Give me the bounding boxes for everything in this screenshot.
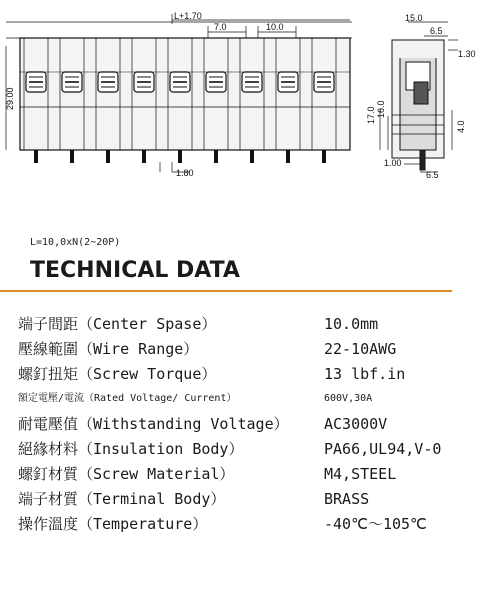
spec-row (18, 363, 458, 388)
spec-value: AC3000V (324, 415, 388, 433)
spec-row (18, 413, 458, 438)
spec-row (18, 513, 458, 538)
dim-side-pin-length: 4.0 (456, 120, 466, 133)
pin-icon (250, 150, 254, 163)
dim-pin-pitch: 7.0 (214, 22, 227, 32)
spec-label: 耐電壓值（Withstanding Voltage） (18, 415, 289, 433)
spec-label: 螺釘扭矩（Screw Torque） (18, 365, 217, 383)
dim-side-h1: 17.0 (366, 106, 376, 124)
pin-icon (106, 150, 110, 163)
spec-label: 螺釘材質（Screw Material） (18, 465, 235, 483)
spec-label: 絕緣材料（Insulation Body） (18, 440, 244, 458)
spec-value: 600V,30A (324, 393, 373, 404)
dim-side-h2: 16.0 (376, 100, 386, 118)
heading-rule (0, 290, 452, 292)
connector-drawing (0, 0, 492, 210)
pin-icon (286, 150, 290, 163)
spec-value: 10.0mm (324, 315, 379, 333)
spec-value: PA66,UL94,V-0 (324, 440, 442, 458)
pin-icon (178, 150, 182, 163)
pin-icon (70, 150, 74, 163)
dim-pitch: 10.0 (266, 22, 284, 32)
spec-label: 操作溫度（Temperature） (18, 515, 208, 533)
pin-icon (322, 150, 326, 163)
spec-label: 端子間距（Center Spase） (18, 315, 217, 333)
spec-row (18, 313, 458, 338)
pin-icon (214, 150, 218, 163)
dim-height: 29.00 (5, 87, 15, 110)
spec-value: -40℃～105℃ (324, 515, 427, 533)
dim-side-top: 6.5 (430, 26, 443, 36)
pin-icon (142, 150, 146, 163)
spec-row (18, 488, 458, 513)
pin-icon (34, 150, 38, 163)
spec-value: M4,STEEL (324, 465, 397, 483)
spec-value: 22-10AWG (324, 340, 397, 358)
dim-side-width: 15.0 (405, 13, 423, 23)
spec-label: 端子材質（Terminal Body） (18, 490, 226, 508)
spec-label: 壓線範圍（Wire Range） (18, 340, 199, 358)
dim-pin-width: 1.80 (176, 168, 194, 178)
spec-value: 13 lbf.in (324, 365, 406, 383)
spec-row (18, 338, 458, 363)
dim-side-gap: 1.30 (458, 49, 476, 59)
spec-row (18, 438, 458, 463)
section-heading: TECHNICAL DATA (30, 258, 240, 283)
dim-overall-length: L+1.70 (174, 11, 202, 21)
side-view (392, 40, 444, 170)
spec-row (18, 463, 458, 488)
dim-side-bottom: 6.5 (426, 170, 439, 180)
spec-value: BRASS (324, 490, 370, 508)
spec-label: 額定電壓/電流（Rated Voltage/ Current） (18, 393, 237, 404)
spec-table (18, 313, 458, 538)
dim-side-base: 1.00 (384, 158, 402, 168)
length-formula: L=10,0xN(2~20P) (30, 237, 121, 248)
spec-row (18, 388, 458, 413)
